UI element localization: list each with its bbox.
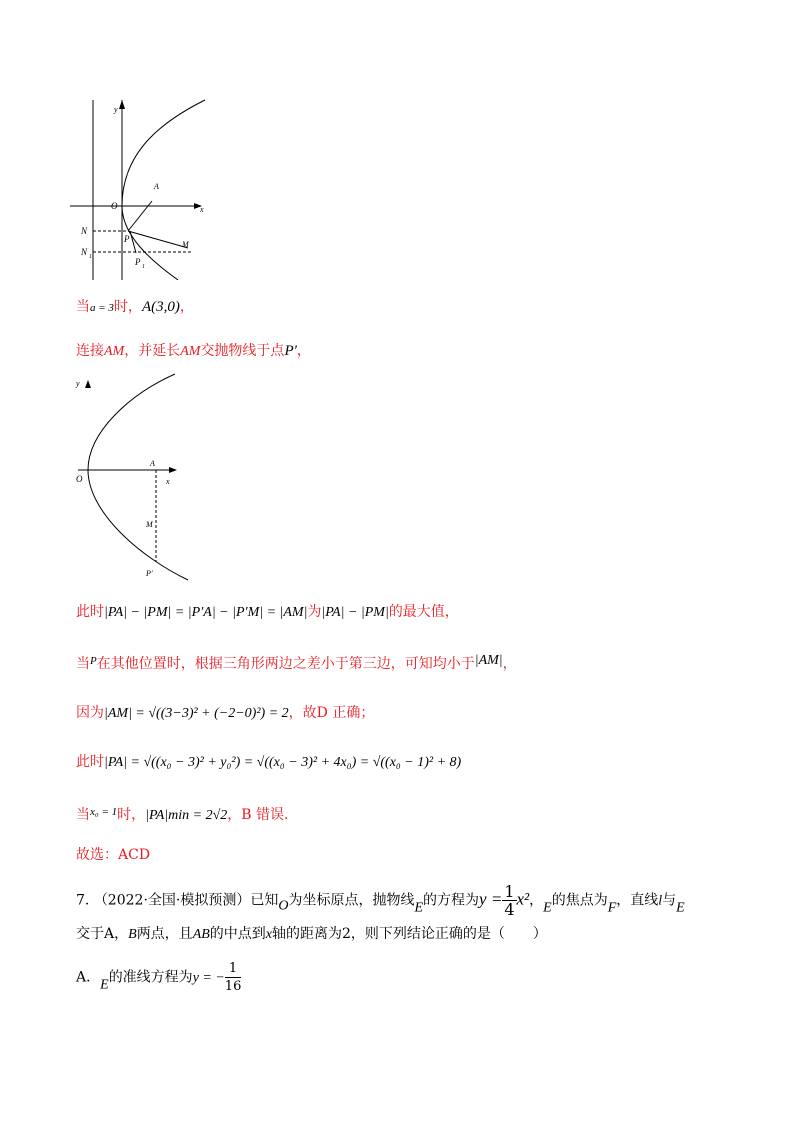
option-a-e: E — [100, 977, 109, 993]
option-a-num: 1 — [225, 960, 242, 978]
q-ab: AB — [192, 927, 210, 942]
option-a-label: A． — [76, 969, 101, 986]
l7-formula: |PA|min = 2√2 — [145, 808, 228, 823]
fig1-point-p1-sub: 1 — [142, 264, 145, 270]
q-l: l — [658, 893, 663, 909]
l4-am: |AM| — [474, 653, 503, 668]
line-max-value — [76, 602, 459, 623]
question-7-stem-line2 — [76, 924, 547, 945]
l1-pre: 当 — [76, 299, 90, 315]
q-t2: 的方程为 — [423, 892, 480, 909]
q-line2-b: 两点，且 — [136, 926, 193, 942]
l4-pre: 当 — [76, 656, 90, 672]
fig2-origin-label: O — [76, 474, 83, 484]
fig2-x-label: x — [166, 477, 170, 486]
q-line2-c: 的中点到 — [209, 926, 266, 942]
l1-mid: 时， — [113, 299, 142, 315]
fig1-y-label: y — [114, 105, 118, 114]
fig2-y-label: y — [76, 379, 80, 388]
l3-formula2: |PA| − |PM| — [321, 605, 389, 620]
q-eq-x: x² — [516, 889, 530, 909]
q-t5: ，直线 — [616, 892, 659, 909]
l4-p: P — [90, 655, 97, 667]
l3-mid: 为 — [307, 604, 322, 620]
fig1-point-p-label: P — [124, 234, 130, 244]
q-b: B — [128, 927, 137, 942]
q-t4: 的焦点为 — [551, 892, 608, 909]
l2-post: 交抛物线于点 — [200, 343, 285, 359]
line-answer — [76, 845, 150, 865]
l2-end: ， — [296, 343, 311, 359]
l3-post: 的最大值， — [388, 604, 459, 620]
q-eq-y: y = — [479, 889, 503, 909]
q-x: x — [265, 927, 273, 942]
q-line2-a: 交于A， — [76, 926, 129, 942]
l6-pre: 此时 — [76, 754, 104, 770]
l2-text: 连接 — [76, 343, 104, 359]
fig1-point-m-label: M — [182, 240, 189, 249]
q-e3: E — [676, 900, 685, 916]
fig1-point-a-label: A — [154, 182, 159, 191]
l2-am1: AM — [104, 344, 125, 359]
l7-mid: 时， — [117, 807, 146, 823]
l1-post: ， — [179, 299, 194, 315]
q-e1: E — [414, 900, 424, 916]
q-t6: 与 — [662, 892, 677, 909]
q-e2: E — [543, 900, 552, 916]
l5-pre: 因为 — [76, 705, 104, 721]
l1-point: A(3,0) — [141, 299, 180, 315]
fig1-point-n1-label: N — [81, 247, 88, 257]
line-pa-expression — [76, 752, 461, 773]
option-a — [76, 960, 241, 996]
figure-2-parabola-diagram — [70, 372, 200, 584]
q-f: F — [607, 900, 617, 916]
fig1-x-label: x — [200, 205, 204, 214]
l7-post: ，B 错误. — [227, 807, 289, 823]
line-minimum-pa — [76, 802, 288, 826]
l7-pre: 当 — [76, 807, 90, 823]
fig1-origin-label: O — [111, 201, 118, 211]
answer-text: 故选：ACD — [76, 847, 151, 863]
fig2-point-pprime-label: P′ — [146, 569, 153, 578]
l5-formula: |AM| = √((3−3)² + (−2−0)²) = 2 — [104, 706, 289, 721]
line-connect-am — [76, 341, 311, 362]
q-t1: 为坐标原点，抛物线 — [288, 892, 415, 909]
q-number: 7. — [76, 892, 90, 909]
l4-mid: 在其他位置时，根据三角形两边之差小于第三边，可知均小于 — [96, 656, 475, 672]
question-7-stem-line1 — [76, 883, 685, 919]
l3-formula: |PA| − |PM| = |P′A| − |P′M| = |AM| — [104, 605, 308, 620]
q-eq-den: 4 — [504, 900, 515, 919]
fig2-point-m-label: M — [146, 520, 153, 529]
fig1-point-p1-label: P — [135, 257, 141, 267]
fig1-point-n-label: N — [81, 226, 88, 236]
l2-mid: ，并延长 — [124, 343, 181, 359]
fig1-point-n1-sub: 1 — [89, 254, 92, 260]
l4-post: ， — [502, 656, 517, 672]
q-t3: ， — [529, 892, 544, 909]
q-o: O — [278, 898, 289, 914]
option-a-den: 16 — [224, 979, 242, 994]
l7-cond: x₀ = 1 — [90, 806, 118, 818]
l3-pre: 此时 — [76, 604, 104, 620]
l6-formula: |PA| = √((x₀ − 3)² + y₀²) = √((x₀ − 3)² + 4x₀) = √((x₀ − 1)² + 8) — [104, 755, 462, 770]
q-line2-d: 轴的距离为2，则下列结论正确的是（ ） — [272, 926, 547, 942]
l5-post: ，故D 正确； — [288, 705, 375, 721]
option-a-y: y = − — [192, 970, 225, 986]
fig2-point-a-label: A — [150, 459, 155, 468]
option-a-text: 的准线方程为 — [108, 969, 193, 986]
line-when-a-equals-3 — [76, 297, 194, 318]
q-eq-num: 1 — [504, 882, 515, 901]
l2-pprime: P′ — [284, 343, 297, 359]
line-other-positions — [76, 651, 517, 674]
q-source: （2022·全国·模拟预测）已知 — [93, 892, 279, 909]
l1-cond: a = 3 — [90, 302, 114, 314]
l2-am2: AM — [180, 344, 201, 359]
figure-1-parabola-diagram — [70, 95, 220, 280]
line-because-am — [76, 703, 374, 724]
